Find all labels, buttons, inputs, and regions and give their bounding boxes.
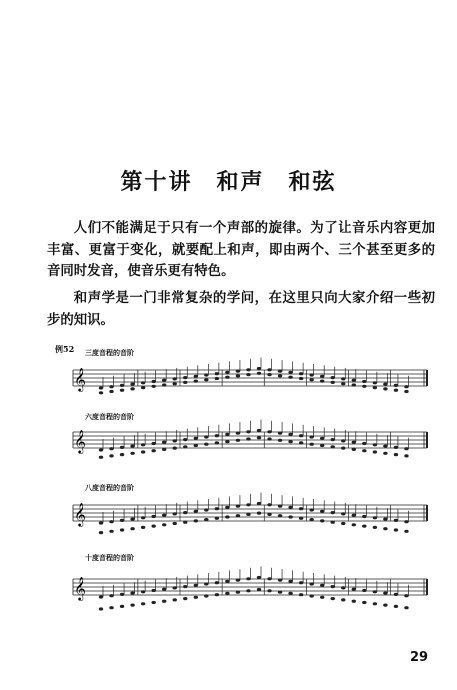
- note-head: [246, 430, 250, 433]
- note-head: [99, 448, 103, 451]
- staff-thirds: [55, 348, 445, 408]
- note-head: [141, 386, 145, 389]
- note-head: [109, 385, 113, 388]
- example-label: 例52: [55, 344, 75, 354]
- staff-label: 八度音程的音阶: [85, 483, 134, 492]
- note-head: [309, 594, 313, 597]
- note-head: [383, 604, 387, 607]
- note-head: [183, 585, 187, 588]
- note-head: [320, 510, 324, 513]
- note-head: [299, 581, 303, 584]
- staff-label: 三度音程的音阶: [85, 348, 134, 357]
- note-head: [99, 391, 103, 394]
- note-head: [151, 380, 155, 383]
- note-head: [99, 386, 103, 389]
- note-head: [194, 510, 198, 513]
- staff-label: 六度音程的音阶: [85, 412, 134, 421]
- note-head: [320, 437, 324, 440]
- note-head: [236, 514, 240, 517]
- note-head: [288, 371, 292, 374]
- note-head: [130, 527, 134, 530]
- note-head: [236, 370, 240, 373]
- note-head: [162, 448, 166, 451]
- note-head: [404, 454, 408, 457]
- note-head: [130, 452, 134, 455]
- note-head: [215, 377, 219, 380]
- note-head: [162, 588, 166, 591]
- note-head: [215, 507, 219, 510]
- note-head: [341, 439, 345, 442]
- note-head: [362, 525, 366, 528]
- note-head: [120, 453, 124, 456]
- note-head: [362, 385, 366, 388]
- note-head: [151, 525, 155, 528]
- note-head: [299, 434, 303, 437]
- note-head: [362, 589, 366, 592]
- note-head: [204, 373, 208, 376]
- note-head: [341, 512, 345, 515]
- note-head: [141, 526, 145, 529]
- note-head: [141, 381, 145, 384]
- note-head: [309, 373, 313, 376]
- note-head: [204, 435, 208, 438]
- note-head: [288, 592, 292, 595]
- note-head: [278, 591, 282, 594]
- note-head: [225, 515, 229, 518]
- note-head: [215, 434, 219, 437]
- note-head: [120, 389, 124, 392]
- note-head: [183, 597, 187, 600]
- note-head: [173, 447, 177, 450]
- note-head: [225, 506, 229, 509]
- note-head: [130, 518, 134, 521]
- note-head: [309, 443, 313, 446]
- note-head: [225, 440, 229, 443]
- note-head: [373, 526, 377, 529]
- note-head: [183, 511, 187, 514]
- note-head: [109, 530, 113, 533]
- note-head: [162, 379, 166, 382]
- note-head: [341, 377, 345, 380]
- note-head: [278, 370, 282, 373]
- note-head: [257, 588, 261, 591]
- note-head: [383, 452, 387, 455]
- note-head: [120, 384, 124, 387]
- note-head: [215, 517, 219, 520]
- note-head: [373, 602, 377, 605]
- note-head: [99, 521, 103, 524]
- note-head: [246, 513, 250, 516]
- note-head: [320, 444, 324, 447]
- note-head: [309, 435, 313, 438]
- note-head: [383, 527, 387, 530]
- note-head: [373, 516, 377, 519]
- note-head: [320, 596, 324, 599]
- note-head: [352, 448, 356, 451]
- note-head: [288, 580, 292, 583]
- note-head: [341, 598, 345, 601]
- svg-text:𝄞: 𝄞: [74, 502, 86, 526]
- note-head: [141, 602, 145, 605]
- note-head: [394, 605, 398, 608]
- note-head: [204, 378, 208, 381]
- note-head: [362, 449, 366, 452]
- svg-text:𝄞: 𝄞: [74, 367, 86, 391]
- body-paragraph-1: 人们不能满足于只有一个声部的旋律。为了让音乐内容更加丰富、更富于变化，就要配上和声，即由两个、三个甚至更多的音同时发音，使音乐更有特色。: [47, 220, 435, 279]
- note-head: [236, 505, 240, 508]
- note-head: [109, 447, 113, 450]
- note-head: [162, 600, 166, 603]
- note-head: [120, 593, 124, 596]
- note-head: [299, 593, 303, 596]
- note-head: [362, 380, 366, 383]
- note-head: [362, 515, 366, 518]
- note-head: [151, 589, 155, 592]
- note-head: [162, 441, 166, 444]
- note-head: [183, 381, 187, 384]
- note-head: [278, 579, 282, 582]
- note-head: [341, 522, 345, 525]
- note-head: [109, 454, 113, 457]
- note-head: [257, 372, 261, 375]
- music-staff-image: [55, 412, 445, 482]
- note-head: [288, 440, 292, 443]
- note-head: [278, 439, 282, 442]
- note-head: [120, 528, 124, 531]
- note-head: [404, 520, 408, 523]
- note-head: [236, 591, 240, 594]
- note-head: [257, 512, 261, 515]
- note-head: [278, 514, 282, 517]
- note-head: [120, 605, 124, 608]
- staff-octaves: [55, 483, 445, 553]
- note-head: [267, 503, 271, 506]
- note-head: [246, 503, 250, 506]
- note-head: [299, 441, 303, 444]
- note-head: [394, 389, 398, 392]
- note-head: [109, 606, 113, 609]
- note-head: [394, 446, 398, 449]
- note-head: [288, 376, 292, 379]
- note-head: [204, 518, 208, 521]
- note-head: [331, 381, 335, 384]
- note-head: [267, 373, 271, 376]
- note-head: [130, 604, 134, 607]
- note-head: [309, 508, 313, 511]
- note-head: [373, 443, 377, 446]
- note-head: [151, 515, 155, 518]
- note-head: [394, 528, 398, 531]
- note-head: [194, 519, 198, 522]
- note-head: [99, 607, 103, 610]
- chapter-title: 第十讲 和声 和弦: [120, 169, 337, 195]
- note-head: [278, 374, 282, 377]
- note-head: [320, 375, 324, 378]
- note-head: [352, 383, 356, 386]
- note-head: [394, 384, 398, 387]
- note-head: [320, 584, 324, 587]
- note-head: [309, 378, 313, 381]
- note-head: [215, 593, 219, 596]
- note-head: [320, 380, 324, 383]
- note-head: [120, 519, 124, 522]
- note-head: [299, 377, 303, 380]
- note-head: [183, 521, 187, 524]
- note-head: [194, 380, 198, 383]
- note-head: [352, 523, 356, 526]
- note-head: [352, 588, 356, 591]
- note-head: [109, 520, 113, 523]
- note-head: [183, 445, 187, 448]
- note-head: [194, 375, 198, 378]
- note-head: [383, 445, 387, 448]
- note-head: [183, 438, 187, 441]
- note-head: [225, 580, 229, 583]
- note-head: [331, 597, 335, 600]
- note-head: [173, 586, 177, 589]
- note-head: [162, 514, 166, 517]
- note-head: [331, 511, 335, 514]
- staff-label: 十度音程的音阶: [85, 553, 134, 562]
- note-head: [246, 577, 250, 580]
- note-head: [404, 594, 408, 597]
- staff-sixths: [55, 412, 445, 482]
- note-head: [257, 367, 261, 370]
- note-head: [404, 390, 408, 393]
- note-head: [331, 376, 335, 379]
- note-head: [204, 443, 208, 446]
- note-head: [162, 523, 166, 526]
- note-head: [246, 373, 250, 376]
- note-head: [267, 577, 271, 580]
- note-head: [173, 598, 177, 601]
- note-head: [194, 444, 198, 447]
- note-head: [141, 450, 145, 453]
- note-head: [173, 439, 177, 442]
- note-head: [236, 439, 240, 442]
- note-head: [215, 581, 219, 584]
- note-head: [404, 385, 408, 388]
- note-head: [173, 377, 177, 380]
- note-head: [173, 522, 177, 525]
- note-head: [173, 512, 177, 515]
- note-head: [236, 432, 240, 435]
- note-head: [267, 437, 271, 440]
- note-head: [99, 531, 103, 534]
- note-head: [288, 433, 292, 436]
- note-head: [151, 385, 155, 388]
- note-head: [225, 592, 229, 595]
- music-staff-image: [55, 348, 445, 408]
- note-head: [267, 368, 271, 371]
- body-paragraph-2: 和声学是一门非常复杂的学问，在这里只向大家介绍一些初步的知识。: [47, 290, 435, 328]
- note-head: [225, 376, 229, 379]
- note-head: [151, 449, 155, 452]
- note-head: [383, 592, 387, 595]
- note-head: [194, 584, 198, 587]
- note-head: [404, 530, 408, 533]
- note-head: [288, 515, 292, 518]
- note-head: [215, 441, 219, 444]
- note-head: [383, 518, 387, 521]
- note-head: [394, 453, 398, 456]
- note-head: [352, 514, 356, 517]
- note-head: [299, 372, 303, 375]
- note-head: [194, 437, 198, 440]
- note-head: [278, 505, 282, 508]
- note-head: [130, 387, 134, 390]
- note-head: [130, 383, 134, 386]
- note-head: [109, 594, 113, 597]
- note-head: [246, 589, 250, 592]
- note-head: [257, 576, 261, 579]
- note-head: [204, 582, 208, 585]
- note-head: [341, 586, 345, 589]
- note-head: [141, 443, 145, 446]
- note-head: [352, 441, 356, 444]
- note-head: [404, 606, 408, 609]
- note-head: [141, 516, 145, 519]
- note-head: [331, 445, 335, 448]
- note-head: [352, 379, 356, 382]
- note-head: [130, 592, 134, 595]
- note-head: [246, 368, 250, 371]
- note-head: [141, 590, 145, 593]
- note-head: [394, 519, 398, 522]
- note-head: [362, 601, 366, 604]
- note-head: [173, 382, 177, 385]
- note-head: [225, 371, 229, 374]
- note-head: [109, 390, 113, 393]
- note-head: [99, 595, 103, 598]
- note-head: [288, 506, 292, 509]
- note-head: [130, 445, 134, 448]
- note-head: [394, 593, 398, 596]
- note-head: [341, 382, 345, 385]
- note-head: [331, 521, 335, 524]
- music-staff-image: [55, 553, 445, 633]
- staff-tenths: [55, 553, 445, 633]
- note-head: [267, 589, 271, 592]
- note-head: [331, 438, 335, 441]
- note-head: [309, 582, 313, 585]
- music-staff-image: [55, 483, 445, 553]
- note-head: [309, 518, 313, 521]
- note-head: [151, 601, 155, 604]
- note-head: [373, 590, 377, 593]
- note-head: [257, 429, 261, 432]
- note-head: [320, 519, 324, 522]
- note-head: [362, 442, 366, 445]
- svg-text:𝄞: 𝄞: [74, 429, 86, 453]
- note-head: [299, 517, 303, 520]
- note-head: [162, 383, 166, 386]
- note-head: [278, 432, 282, 435]
- note-head: [120, 446, 124, 449]
- note-head: [194, 596, 198, 599]
- note-head: [257, 502, 261, 505]
- note-head: [246, 437, 250, 440]
- note-head: [225, 433, 229, 436]
- note-head: [299, 507, 303, 510]
- note-head: [236, 374, 240, 377]
- note-head: [341, 447, 345, 450]
- note-head: [373, 450, 377, 453]
- note-head: [383, 387, 387, 390]
- note-head: [352, 600, 356, 603]
- note-head: [151, 442, 155, 445]
- note-head: [236, 579, 240, 582]
- note-head: [267, 430, 271, 433]
- note-head: [257, 436, 261, 439]
- note-head: [204, 594, 208, 597]
- note-head: [383, 383, 387, 386]
- note-head: [331, 585, 335, 588]
- svg-text:𝄞: 𝄞: [74, 576, 86, 600]
- note-head: [373, 381, 377, 384]
- note-head: [404, 447, 408, 450]
- page-number: 29: [410, 650, 429, 665]
- note-head: [204, 508, 208, 511]
- note-head: [215, 372, 219, 375]
- note-head: [99, 456, 103, 459]
- note-head: [373, 386, 377, 389]
- note-head: [183, 376, 187, 379]
- note-head: [267, 513, 271, 516]
